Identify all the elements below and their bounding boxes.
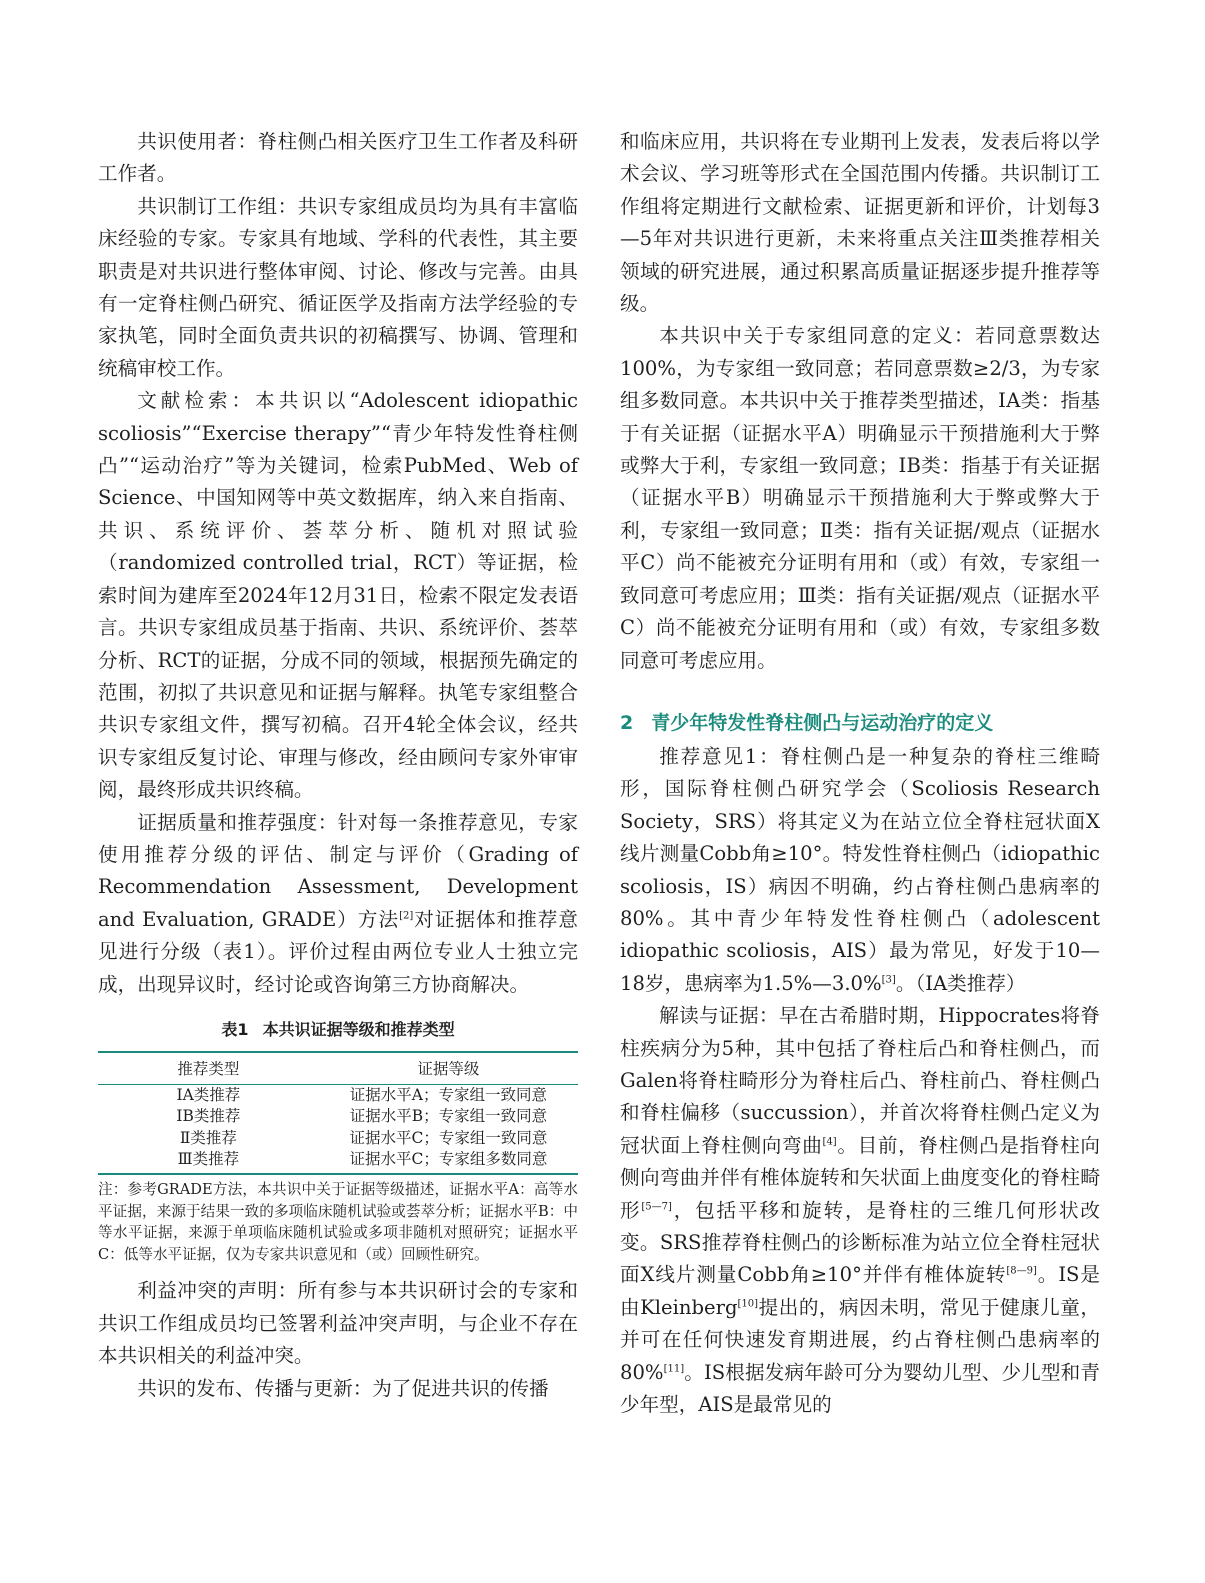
citation-ref[interactable]: [4]	[822, 1136, 837, 1148]
paragraph-recommendation-1	[620, 741, 1100, 1000]
table-cell: Ⅲ类推荐	[98, 1149, 319, 1174]
evidence-table	[98, 1051, 578, 1175]
paragraph-evidence-quality	[98, 807, 578, 1001]
citation-ref[interactable]: [5—7]	[641, 1201, 672, 1213]
right-column	[620, 126, 1100, 1421]
paragraph-definitions: 本共识中关于专家组同意的定义：若同意票数达100%，为专家组一致同意；若同意票数≥2/3，为专家组多数同意。本共识中关于推荐类型描述，ⅠA类：指基于有关证据（证据水平A）明确显示干预措施利大于弊或弊大于利，专家组一致同意；ⅠB类：指基于有关证据（证据水平B）明确显示干预措施利大于弊或弊大于利，专家组一致同意；Ⅱ类：指有关证据/观点（证据水平C）尚不能被充分证明有用和（或）有效，专家组一致同意可考虑应用；Ⅲ类：指有关证据/观点（证据水平C）尚不能被充分证明有用和（或）有效，专家组多数同意可考虑应用。	[620, 324, 1100, 672]
table-row	[98, 1106, 578, 1128]
paragraph-interpretation	[620, 1000, 1100, 1421]
table-title: 本共识证据等级和推荐类型	[262, 1019, 455, 1039]
paragraph-text: 对证据体和推荐意见进行分级（表1）。评价过程由两位专业人士独立完成，出现异议时，经讨论或咨询第三方协商解决。	[98, 907, 578, 996]
table-cell: 证据水平C；专家组多数同意	[319, 1149, 578, 1174]
table-row	[98, 1149, 578, 1174]
paragraph-text: 。IS根据发病年龄可分为婴幼儿型、少儿型和青少年型，AIS是最常见的	[620, 1360, 1100, 1417]
paragraph-text: 提出的，病因未明，常见于健康儿童，并可在任何快速发育期进展，约占脊柱侧凸患病率的80%	[620, 1295, 1100, 1384]
table-cell: ⅠB类推荐	[176, 1107, 241, 1126]
paragraph-text: 。（ⅠA类推荐）	[895, 971, 1026, 995]
table-header-row	[98, 1052, 578, 1085]
paragraph-conflict-of-interest: 利益冲突的声明：所有参与本共识研讨会的专家和共识工作组成员均已签署利益冲突声明，与企业不存在本共识相关的利益冲突。	[98, 1279, 578, 1368]
paragraph-working-group: 共识制订工作组：共识专家组成员均为具有丰富临床经验的专家。专家具有地域、学科的代表性，其主要职责是对共识进行整体审阅、讨论、修改与完善。由具有一定脊柱侧凸研究、循证医学及指南方法学经验的专家执笔，同时全面负责共识的初稿撰写、协调、管理和统稿审校工作。	[98, 194, 578, 380]
table-cell: 证据水平A；专家组一致同意	[349, 1085, 547, 1104]
header-evidence-level: 证据等级	[319, 1052, 578, 1085]
paragraph-continuation: 和临床应用，共识将在专业期刊上发表，发表后将以学术会议、学习班等形式在全国范围内传播。共识制订工作组将定期进行文献检索、证据更新和评价，计划每3—5年对共识进行更新，未来将重点关注Ⅲ类推荐相关领域的研究进展，通过积累高质量证据逐步提升推荐等级。	[620, 130, 1100, 316]
section-number: 2	[620, 711, 634, 734]
citation-ref[interactable]: [2]	[399, 910, 414, 922]
table-caption	[98, 1019, 578, 1041]
citation-ref[interactable]: [10]	[737, 1298, 759, 1310]
table-cell: 证据水平C；专家组一致同意	[349, 1128, 548, 1147]
paragraph-literature-search: 文献检索：本共识以“Adolescent idiopathic scoliosis”“Exercise therapy”“青少年特发性脊柱侧凸”“运动治疗”等为关键词，检索PubMed、Web of Science、中国知网等中英文数据库，纳入来自指南、共识、系统评价、荟萃分析、随机对照试验（randomized controlled trial，RCT）等证据，检索时间为建库至2024年12月31日，检索不限定发表语言。共识专家组成员基于指南、共识、系统评价、荟萃分析、RCT的证据，分成不同的领域，根据预先确定的范围，初拟了共识意见和证据与解释。执笔专家组整合共识专家组文件，撰写初稿。召开4轮全体会议，经共识专家组反复讨论、审理与修改，经由顾问专家外审审阅，最终形成共识终稿。	[98, 389, 578, 802]
paragraph-dissemination: 共识的发布、传播与更新：为了促进共识的传播	[137, 1376, 549, 1400]
citation-ref[interactable]: [11]	[663, 1363, 685, 1375]
paragraph-text: 。IS是由Kleinberg	[620, 1263, 1100, 1319]
table-row	[98, 1128, 578, 1150]
paragraph-text: 证据质量和推荐强度：针对每一条推荐意见，专家使用推荐分级的评估、制定与评价（Grading of Recommendation Assessment, Development and Evaluation, GRADE）方法	[98, 810, 578, 931]
section-title: 青少年特发性脊柱侧凸与运动治疗的定义	[651, 711, 994, 734]
table-1	[98, 1019, 578, 1265]
paragraph-text: ，包括平移和旋转，是脊柱的三维几何形状改变。SRS推荐脊柱侧凸的诊断标准为站立位全脊柱冠状面X线片测量Cobb角≥10°并伴有椎体旋转	[620, 1198, 1101, 1287]
paragraph-text: 。目前，脊柱侧凸是指脊柱向侧向弯曲并伴有椎体旋转和矢状面上曲度变化的脊柱畸形	[620, 1133, 1101, 1222]
paragraph-text: 推荐意见1：脊柱侧凸是一种复杂的脊柱三维畸形，国际脊柱侧凸研究学会（Scoliosis Research Society，SRS）将其定义为在站立位全脊柱冠状面X线片测量Cobb角≥10°。特发性脊柱侧凸（idiopathic scoliosis，IS）病因不明确，约占脊柱侧凸患病率的80%。其中青少年特发性脊柱侧凸（adolescent idiopathic scoliosis，AIS）最为常见，好发于10—18岁，患病率为1.5%—3.0%	[620, 744, 1100, 995]
table-cell: 证据水平B；专家组一致同意	[349, 1107, 548, 1126]
paragraph-users: 共识使用者：脊柱侧凸相关医疗卫生工作者及科研工作者。	[98, 130, 578, 186]
table-cell: ⅠA类推荐	[176, 1085, 241, 1104]
table-row	[98, 1084, 578, 1106]
table-label: 表1	[221, 1019, 249, 1039]
table-cell: Ⅱ类推荐	[179, 1128, 237, 1147]
citation-ref[interactable]: [8—9]	[1006, 1265, 1037, 1277]
paragraph-text: 解读与证据：早在古希腊时期，Hippocrates将脊柱疾病分为5种，其中包括了脊柱后凸和脊柱侧凸，而Galen将脊柱畸形分为脊柱后凸、脊柱前凸、脊柱侧凸和脊柱偏移（succussion），并首次将脊柱侧凸定义为冠状面上脊柱侧向弯曲	[620, 1004, 1100, 1157]
left-column	[98, 126, 578, 1405]
section-heading	[620, 707, 1100, 739]
table-note: 注：参考GRADE方法，本共识中关于证据等级描述，证据水平A：高等水平证据，来源于结果一致的多项临床随机试验或荟萃分析；证据水平B：中等水平证据，来源于单项临床随机试验或多项非随机对照研究；证据水平C：低等水平证据，仅为专家共识意见和（或）回顾性研究。	[98, 1180, 578, 1263]
citation-ref[interactable]: [3]	[881, 974, 896, 986]
header-recommendation-type: 推荐类型	[98, 1052, 319, 1085]
